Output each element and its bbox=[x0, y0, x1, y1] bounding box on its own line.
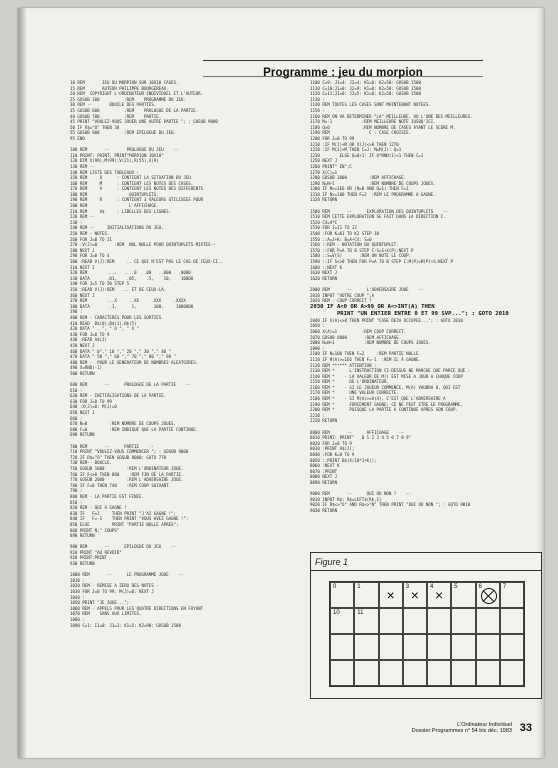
code-line: 2150 REM * DE L'ORDINATEUR. bbox=[310, 379, 389, 385]
code-line: 340 FOR J=5 TO 20 STEP 5 bbox=[70, 281, 130, 287]
code-line: 350 :READ V(J):REM ... ET DE CEUX-LA. bbox=[70, 286, 167, 292]
code-line: 1500 REM -- EXPLORATION DES QUINTUPLETS -- bbox=[310, 208, 449, 214]
cell-index-label: 7 bbox=[502, 584, 507, 590]
code-line: 620 REM - INITIALISATIONS DE LA PARTIE. bbox=[70, 393, 167, 399]
code-line: 1200 FOR J=0 TO 99 bbox=[310, 135, 355, 141]
grid-cell bbox=[330, 608, 354, 634]
code-line: 420 DATA " . ", " O ", " X " bbox=[70, 326, 140, 332]
code-line: 170 REM V : CONTIENT LES NOTES DES DIFFERENTS bbox=[70, 186, 204, 192]
code-line: 130 REM -- bbox=[70, 163, 95, 169]
code-line: 95 END bbox=[70, 135, 85, 141]
code-line: 8010 PRINT: PRINT" 0 1 2 3 4 5 6 7 8 9" bbox=[310, 435, 412, 441]
code-line: 1180 Q=0 :REM NOMBRE DE CASES AYANT LE SCORE M. bbox=[310, 124, 456, 130]
code-line: 35 GOSUB 600 :REM PROLOGUE DE LA PARTIE. bbox=[70, 107, 199, 113]
code-line: 210 REM A$ : LIBELLES DES LIGNES. bbox=[70, 208, 172, 214]
code-line: 500 RETURN bbox=[70, 370, 95, 376]
code-line: 1290 N=N+1 :REM NOMBRE DE COUPS JOUES. bbox=[310, 180, 436, 186]
grid-cell bbox=[354, 582, 378, 608]
page-footer bbox=[412, 722, 532, 734]
code-line: 40 GOSUB 700 :REM PARTIE. bbox=[70, 113, 162, 119]
cell-index-label: 10 bbox=[333, 610, 340, 616]
cross-mark: × bbox=[386, 587, 395, 603]
cross-mark: × bbox=[435, 587, 444, 603]
code-line: 1540 :FOR K=K1 TO K2 STEP 10 bbox=[310, 231, 380, 237]
code-line: 820 REM - QUI A GAGNE ? bbox=[70, 505, 127, 511]
code-line: 1050 PRINT "JE JOUE..."; bbox=[70, 600, 130, 606]
code-line: 430 FOR J=0 TO 9 bbox=[70, 331, 110, 337]
code-line: 1250 NEXT J bbox=[310, 158, 338, 164]
code-line: 660 : bbox=[70, 415, 83, 421]
code-line: 1190 REM C : CASE CHOISIE. bbox=[310, 130, 412, 136]
grid-cell bbox=[427, 582, 451, 608]
code-line: 1100 C=9: J1=4: J2=4: K1=0: K2=50: GOSUB 1500 bbox=[310, 80, 421, 85]
code-line: 1000 REM -- LE PROGRAMME JOUE -- bbox=[70, 572, 184, 578]
grid-cell bbox=[403, 634, 427, 660]
code-line: 2130 REM * L'INSTRUCTION CI-DESSUS NE MARCHE QUE PARCE QUE : bbox=[310, 368, 471, 374]
code-column-right bbox=[310, 80, 540, 514]
code-line: 25 GOSUB 100 :REM PROGRAMME DU JEU. bbox=[70, 96, 186, 102]
code-line: 180 REM QUINTUPLETS. bbox=[70, 191, 159, 197]
code-line: 860 PRINT N;" COUPS" bbox=[70, 527, 120, 533]
code-line: 30 REM -- BOUCLE DES PARTIES. bbox=[70, 102, 157, 108]
figure-caption: Figure 1 bbox=[315, 557, 349, 567]
code-line: 2090 : bbox=[310, 345, 325, 351]
code-line: 50 IF R$="O" THEN 30 bbox=[70, 124, 120, 130]
code-line: 2200 REM * PUISQUE LA PARTIE A CONTINUE APRES SON COUP. bbox=[310, 407, 458, 413]
code-line: 1090 C=1: I1=0: J1=1: K1=5: K2=90: GOSUB 1500 bbox=[70, 622, 181, 628]
code-line: 1320 RETURN bbox=[310, 197, 338, 203]
code-line: 2160 REM * - SI LE JOUEUR COMMENCE, M(A) VAUDRA 0, QUI EST bbox=[310, 384, 461, 390]
grid-cell bbox=[354, 634, 378, 660]
cell-index-label: 0 bbox=[333, 584, 337, 590]
cell-index-label: 6 bbox=[478, 584, 482, 590]
grid-cell bbox=[330, 582, 354, 608]
code-line: 830 IF F=1 THEN PRINT "J'AI GAGNE !"; bbox=[70, 510, 176, 516]
cross-mark: × bbox=[410, 587, 419, 603]
code-line: 1210 :IF M(J)<M OR X(J)<>0 THEN 1270 bbox=[310, 141, 399, 147]
grid-cell bbox=[476, 582, 500, 608]
code-line: 650 NEXT J bbox=[70, 410, 95, 416]
grid-cell bbox=[500, 660, 524, 686]
cell-index-label: 5 bbox=[454, 584, 458, 590]
grid-cell bbox=[379, 634, 403, 660]
grid-cell bbox=[330, 634, 354, 660]
code-line: 1230 ELSE Q=Q+1: IF Q*RND(1)<1 THEN C=J bbox=[310, 152, 424, 158]
code-line: 100 REM -- PROLOGUE DU JEU -- bbox=[70, 147, 179, 153]
grid-cell bbox=[403, 582, 427, 608]
grid-cell bbox=[427, 660, 451, 686]
page-title: Programme : jeu du morpion bbox=[263, 67, 423, 79]
figure-caption-rule bbox=[311, 570, 541, 571]
grid-cell bbox=[330, 660, 354, 686]
cell-index-label: 1 bbox=[357, 584, 361, 590]
code-line: 1510 REM CETTE EXPLORATION SE FAIT DANS LA DIRECTION C. bbox=[310, 214, 446, 220]
code-line: 450 NEXT J bbox=[70, 342, 95, 348]
code-line: 780 IF F=0 THEN 740 :REM COUP SUIVANT. bbox=[70, 482, 172, 488]
grid-cell bbox=[451, 634, 475, 660]
code-line: 2170 REM * UNE VALEUR CORRECTE. bbox=[310, 390, 399, 396]
code-line: 1110 C=10:J1=0: J2=9: K1=0: K2=50: GOSUB 1500 bbox=[310, 85, 421, 91]
morpion-grid bbox=[329, 581, 525, 687]
code-line: 470 DATA " 50 "," 60 "," 70 "," 80 "," 90 " bbox=[70, 354, 176, 360]
code-line: 790 : bbox=[70, 488, 83, 494]
code-line: 710 PRINT "VOULEZ-VOUS COMMENCER "; : GOSUB 9000 bbox=[70, 449, 189, 455]
grid-cell bbox=[427, 608, 451, 634]
code-line: 9010 INPUT R$: R$=LEFT$(R$,1) bbox=[310, 496, 382, 502]
code-line: 1260 PRINT" EN";C bbox=[310, 163, 352, 169]
grid-cell bbox=[379, 660, 403, 686]
grid-cell bbox=[427, 634, 451, 660]
grid-cell bbox=[451, 582, 475, 608]
page-number: 33 bbox=[519, 722, 532, 734]
page-binding-shadow bbox=[18, 8, 26, 758]
code-line: 110 PRINT: PRINT: PRINT"MORPION 10X10" bbox=[70, 152, 164, 158]
code-line: 380 DATA .1, 1, 100, 1000000 bbox=[70, 303, 194, 309]
code-line: 930 RETURN bbox=[70, 561, 95, 567]
code-line: 1310 IF N>=100 THEN F=2 :REM LE PROGRAMME A GAGNE. bbox=[310, 191, 436, 197]
code-line: 2000 REM -- L'ADVERSAIRE JOUE -- bbox=[310, 286, 424, 292]
code-line: 1610 NEXT J bbox=[310, 270, 338, 276]
code-line: 300 :READ V(J):REM .. CE QUI N'EST PAS LE CAS DE CEUX-CI.. bbox=[70, 259, 223, 264]
code-line: 2180 REM * - SI M(A)>=V(4), C'EST QUE L'ADVERSAIRE A bbox=[310, 396, 446, 402]
code-line: 600 REM -- PROLOGUE DE LA PARTIE -- bbox=[70, 382, 191, 388]
title-box bbox=[203, 60, 483, 77]
grid-cell bbox=[403, 660, 427, 686]
code-line: 1590 ::IF S<>0 THEN FOR P=A TO B STEP C:M(P)=M(P)+S:NEXT P bbox=[310, 259, 453, 264]
code-line: 290 FOR J=0 TO 4 bbox=[70, 253, 110, 259]
code-line: 440 :READ A$(J) bbox=[70, 337, 107, 343]
code-line: 1600 ::NEXT K bbox=[310, 264, 343, 270]
grid-cell bbox=[476, 660, 500, 686]
code-line: 55 GOSUB 900 :REM EPILOGUE DU JEU. bbox=[70, 130, 176, 136]
code-line: 150 REM X : CONTIENT LA SITUATION DU JEU. bbox=[70, 175, 194, 181]
grid-cell bbox=[500, 608, 524, 634]
code-line: PRINT "UN ENTIER ENTRE 0 ET 99 SVP..."; : GOTO 2010 bbox=[310, 310, 509, 317]
code-line: 2020 REM - COUP CORRECT ? bbox=[310, 298, 372, 304]
code-line: 2190 REM * FORCEMENT GAGNE; CE NE PEUT ETRE LE PROGRAMME, bbox=[310, 401, 463, 407]
grid-cell bbox=[476, 608, 500, 634]
code-line: 140 REM LISTE DES TABLEAUX : bbox=[70, 169, 140, 175]
code-line: 1300 IF M>=1E6 OR (N=0 AND Q=1) THEN F=1 bbox=[310, 186, 409, 192]
cell-index-label: 11 bbox=[357, 610, 364, 616]
code-line: 770 GOSUB 2000 :REM L'ADVERSAIRE JOUE. bbox=[70, 477, 184, 483]
code-line: 8000 REM -- AFFICHAGE -- bbox=[310, 429, 404, 435]
code-line: 700 REM -- PARTIE -- bbox=[70, 443, 154, 449]
code-line: 310 NEXT J bbox=[70, 264, 95, 270]
grid-cell bbox=[451, 608, 475, 634]
cell-index-label: 3 bbox=[405, 584, 410, 590]
code-line: 720 IF R$="O" THEN GOSUB 8000: GOTO 770 bbox=[70, 454, 167, 460]
code-line: 9020 IF R$<>"O" AND R$<>"N" THEN PRINT "OUI OU NON "; : GOTO 9010 bbox=[310, 502, 471, 508]
code-line: 370 REM ...X ..XX .XXX .XXXX bbox=[70, 298, 186, 304]
code-line: 640 :X(J)=0: M(J)=0 bbox=[70, 404, 117, 410]
code-line: 360 NEXT J bbox=[70, 292, 95, 298]
grid-cell bbox=[379, 608, 403, 634]
circled-cross-mark bbox=[481, 588, 497, 604]
magazine-page bbox=[18, 8, 544, 758]
code-line: 15 REM AUTEUR PHILIPPE BOURGEREAU. bbox=[70, 85, 169, 91]
code-line: 200 REM L'AFFICHAGE. bbox=[70, 203, 159, 209]
code-line: 10 REM JEU DU MORPION SUR 10X10 CASES. bbox=[70, 80, 179, 85]
code-line: 2060 X(A)=1 :REM COUP CORRECT. bbox=[310, 328, 407, 334]
code-column-left bbox=[70, 80, 298, 628]
code-line: 1030 FOR J=0 TO 99: M(J)=0: NEXT J bbox=[70, 589, 154, 595]
code-line: 1580 ::S=V(S) :REM ON NOTE LE COUP. bbox=[310, 253, 412, 259]
code-line: 890 RETURN bbox=[70, 533, 95, 539]
code-line: 160 REM M : CONTIENT LES NOTES DES CASES. bbox=[70, 180, 194, 186]
code-line: 2100 IF N=100 THEN F=2 :REM PARTIE NULLE. bbox=[310, 351, 421, 357]
code-line: 20 REM COPYRIGHT L'ORDINATEUR INDIVIDUEL ET L'AUTEUR. bbox=[70, 91, 204, 97]
code-line: 610 : bbox=[70, 387, 83, 393]
code-line: 1020 REM - REMISE A ZERO DES NOTES - bbox=[70, 583, 159, 589]
code-line: 900 REM -- EPILOGUE DU JEU -- bbox=[70, 544, 176, 550]
code-line: 1120 C=11:J1=0: J2=5: K1=0: K2=50: GOSUB 1500 bbox=[310, 91, 421, 97]
code-line: 1060 REM - APPELS POUR LES QUATRE DIRECTIONS EN FUYANT bbox=[70, 605, 204, 611]
code-line: 8070 :PRINT bbox=[310, 468, 338, 474]
code-line: 250 REM - NOTES. bbox=[70, 231, 110, 237]
code-line: 1550 ::A=J+K: B=A+C4: S=0 bbox=[310, 236, 372, 242]
code-line: 45 PRINT "VOULEZ-VOUS JOUER UNE AUTRE PARTIE "; : GOSUB 9000 bbox=[70, 119, 218, 125]
cell-index-label: 4 bbox=[430, 584, 434, 590]
code-line: 1150 : bbox=[310, 107, 325, 113]
code-line: 840 IF F=-1 THEN PRINT "VOUS AVEZ GAGNE !"; bbox=[70, 516, 189, 522]
code-line: 2030 IF A<0 OR A>99 OR A<>INT(A) THEN bbox=[310, 303, 435, 310]
code-line: 8020 FOR J=0 TO 9 bbox=[310, 440, 352, 446]
code-line: 2050 : bbox=[310, 323, 325, 329]
code-line: 330 DATA .01, .05, .5, 10, 10000 bbox=[70, 275, 194, 281]
code-line: 2070 GOSUB 8000 :REM AFFICHAGE. bbox=[310, 334, 402, 340]
grid-cell bbox=[354, 608, 378, 634]
code-line: 1280 GOSUB 3000 :REM AFFICHAGE. bbox=[310, 175, 407, 181]
code-line: 1070 REM SANS AUX LIMITES. bbox=[70, 611, 142, 617]
code-line: 1270 X(C)=1 bbox=[310, 169, 338, 175]
code-line: 1530 FOR J=I1 TO J2 bbox=[310, 225, 357, 231]
footer-issue: Dossier Programmes n° 54 bis déc. 1983 bbox=[411, 728, 512, 734]
code-line: 8040 :FOR K=0 TO 9 bbox=[310, 452, 355, 457]
code-line: 2220 RETURN bbox=[310, 418, 338, 424]
code-line: 630 FOR J=0 TO 99 bbox=[70, 398, 112, 404]
code-line: 260 FOR J=0 TO 21 bbox=[70, 236, 112, 242]
code-line: 910 PRINT "AU REVOIR" bbox=[70, 549, 122, 555]
code-line: 8090 RETURN bbox=[310, 479, 338, 485]
code-line: 240 REM -- INITIALISATIONS DU JEU. bbox=[70, 225, 164, 231]
code-line: 1170 M=-1 :REM MEILLEURE NOTE JUSQU'ICI. bbox=[310, 119, 436, 125]
grid-cell bbox=[500, 634, 524, 660]
code-line: 270 :V(J)=0 :REM NUL NULLE POUR QUINTUPLETS MIXTES-- bbox=[70, 242, 216, 248]
code-line: 2120 REM ****** ATTENTION : bbox=[310, 362, 377, 368]
code-line: 850 ELSE PRINT "PARTIE NULLE APRES"; bbox=[70, 521, 179, 527]
code-line: 460 DATA " 0"," 10 "," 20 "," 30 "," 40 " bbox=[70, 348, 172, 354]
code-line: 2040 IF X(A)<>0 THEN PRINT "CASE DEJA OCCUPEE..."; : GOTO 2010 bbox=[310, 317, 463, 323]
code-line: 1040 : bbox=[70, 594, 85, 600]
code-line: 8030 :PRINT A$(J); bbox=[310, 446, 355, 452]
grid-cell bbox=[451, 660, 475, 686]
code-line: 280 NEXT J bbox=[70, 247, 95, 253]
code-line: 690 RETURN bbox=[70, 432, 95, 438]
code-line: 1220 :IF M(J)>M THEN C=J: M=M(J): Q=1 bbox=[310, 147, 402, 153]
code-line: 2210 : bbox=[310, 412, 325, 418]
code-line: 1080 : bbox=[70, 617, 85, 622]
code-line: 2080 N=N+1 :REM NOMBRE DE COUPS JOUES. bbox=[310, 340, 431, 346]
code-line: 680 F=0 :REM INDIQUE QUE LA PARTIE CONTINUE. bbox=[70, 426, 199, 432]
code-line: 920 PRINT:PRINT bbox=[70, 555, 107, 561]
code-line: 220 REM -- bbox=[70, 214, 95, 220]
code-line: 2140 REM * - LA VALEUR DE M() EST MISE A JOUR A CHAQUE COUP bbox=[310, 373, 463, 379]
code-line: 190 REM R : CONTIENT 3 VALEURS UTILISEES POUR bbox=[70, 197, 204, 203]
code-line: 1140 REM TOUTES LES CASES SONT MAINTENANT NOTEES. bbox=[310, 102, 431, 108]
code-line: 1130 : bbox=[310, 96, 325, 102]
code-line: 8060 :NEXT K bbox=[310, 463, 340, 469]
code-line: 120 DIM X(99),M(99),V(21),R(55),X(9) bbox=[70, 158, 159, 164]
footer-magazine: L'Ordinateur Individuel bbox=[457, 722, 512, 728]
code-line: 1520 C4=4*C bbox=[310, 219, 338, 225]
code-line: 730 REM-- BOUCLE. bbox=[70, 460, 112, 466]
code-line: 760 IF F<>0 THEN 800 :REM FIN DE LA PARTIE. bbox=[70, 471, 184, 477]
code-line: 320 REM .... ....0 .00 ..000 .0000 bbox=[70, 270, 191, 276]
grid-cell bbox=[476, 634, 500, 660]
code-line: 410 READ B$(0),B$(1),B$(5) bbox=[70, 320, 137, 326]
code-line: 480 REM - POUR LE GENERATEUR DE NOMBRES ALEATOIRES. bbox=[70, 359, 199, 365]
code-line: 8050 ::PRINT B$(X(10*J+K)); bbox=[310, 457, 377, 463]
grid-cell bbox=[403, 608, 427, 634]
grid-cell bbox=[379, 582, 403, 608]
code-line: 1010 : bbox=[70, 577, 85, 583]
code-line: 400 REM - CARACTERES POUR LES SORTIES. bbox=[70, 314, 164, 320]
code-line: 800 REM - LA PARTIE EST FINIE. bbox=[70, 493, 144, 499]
code-line: 1620 RETURN bbox=[310, 275, 338, 281]
code-line: 8080 NEXT J bbox=[310, 474, 338, 480]
code-line: 750 GOSUB 1000 :REM L'ORDINATEUR JOUE. bbox=[70, 465, 184, 471]
code-line: 2110 IF M(A)>=1E6 THEN F=-1 :REM IL A GAGNE. bbox=[310, 356, 421, 362]
code-line: 230 : bbox=[70, 219, 83, 225]
code-line: 670 N=0 :REM NOMBRE DE COUPS JOUES. bbox=[70, 421, 176, 427]
code-line: 1160 REM ON VA DETERMINER "LA" MEILLEURE, OU L'UNE DES MEILLEURES. bbox=[310, 113, 473, 119]
code-line: 1570 ::FOR P=A TO B STEP C:S=S+X(P):NEXT P bbox=[310, 247, 414, 253]
code-line: 9000 REM -- OUI OU NON ? -- bbox=[310, 491, 412, 497]
code-line: 810 : bbox=[70, 499, 83, 505]
code-line: 9030 RETURN bbox=[310, 507, 338, 513]
figure-1 bbox=[310, 552, 542, 699]
code-line: 490 X=RND(-1) bbox=[70, 365, 103, 371]
code-line: 1560 ::REM - NOTATION DU QUINTUPLET. bbox=[310, 242, 399, 248]
grid-cell bbox=[500, 582, 524, 608]
code-line: 390 : bbox=[70, 309, 83, 315]
grid-cell bbox=[354, 660, 378, 686]
code-line: 2010 INPUT "VOTRE COUP ";A bbox=[310, 292, 375, 298]
